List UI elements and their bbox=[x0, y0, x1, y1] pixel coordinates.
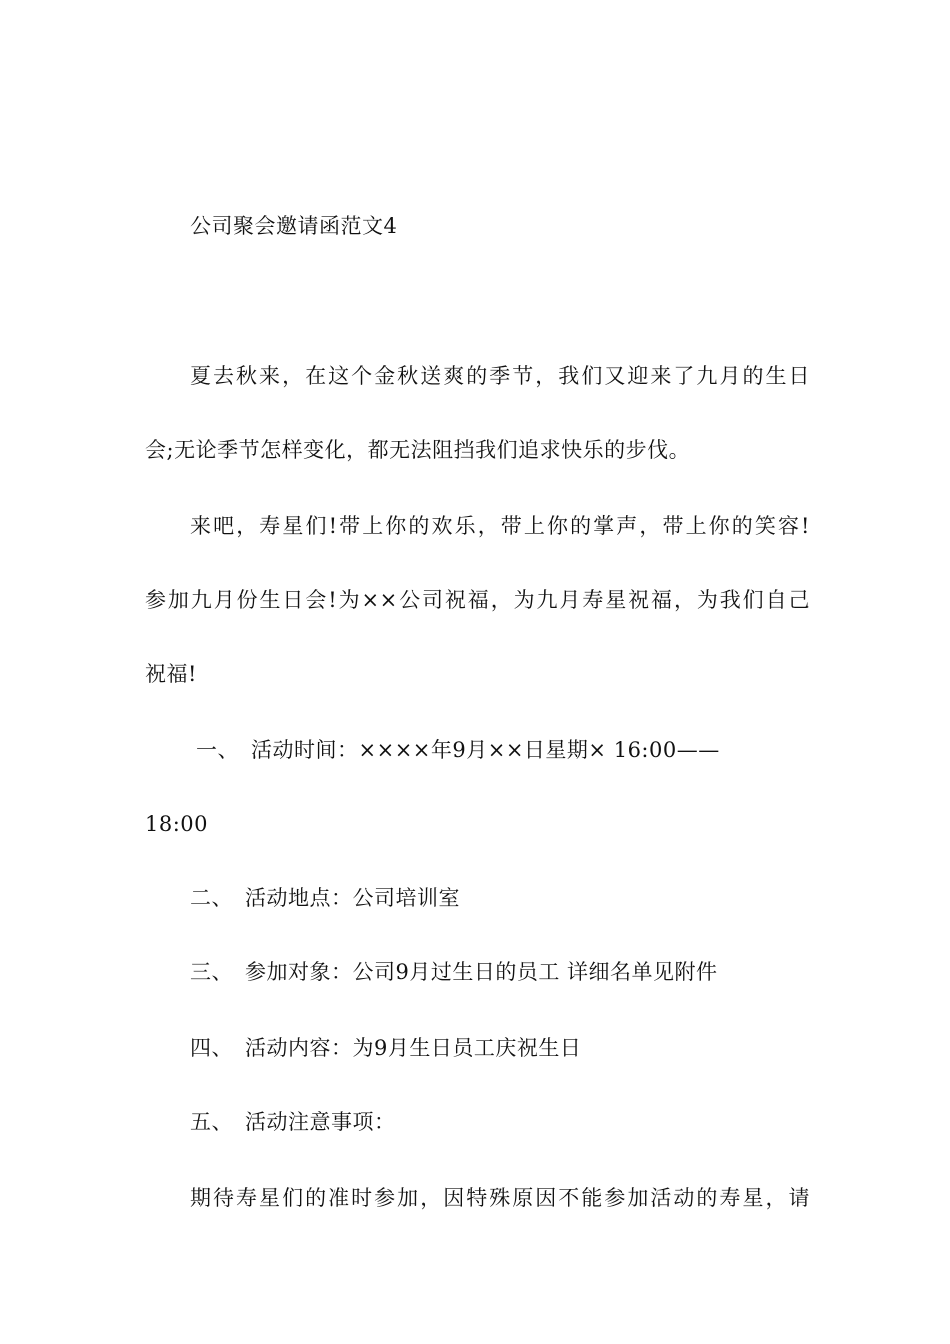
section-4-content bbox=[190, 1034, 810, 1062]
section-number: 二、 bbox=[190, 886, 233, 910]
section-1-time bbox=[196, 736, 810, 764]
paragraph-3-line-1: 期待寿星们的准时参加，因特殊原因不能参加活动的寿星，请 bbox=[190, 1186, 810, 1210]
section-text: 活动地点：公司培训室 bbox=[245, 886, 460, 910]
section-text: 活动内容：为9月生日员工庆祝生日 bbox=[245, 1036, 582, 1060]
section-5-notes bbox=[190, 1108, 810, 1136]
section-text: 参加对象：公司9月过生日的员工 详细名单见附件 bbox=[245, 960, 718, 984]
paragraph-2-line-3: 祝福! bbox=[145, 662, 197, 686]
section-number: 五、 bbox=[190, 1110, 233, 1134]
section-text: 活动注意事项： bbox=[245, 1110, 396, 1134]
section-text: 活动时间：××××年9月××日星期× 16:00—— bbox=[251, 738, 720, 762]
paragraph-2-line-2: 参加九月份生日会!为××公司祝福，为九月寿星祝福，为我们自己 bbox=[145, 588, 810, 612]
section-number: 四、 bbox=[190, 1036, 233, 1060]
paragraph-1-line-2: 会;无论季节怎样变化，都无法阻挡我们追求快乐的步伐。 bbox=[145, 438, 691, 462]
document-title: 公司聚会邀请函范文4 bbox=[190, 214, 398, 238]
section-3-participants bbox=[190, 958, 810, 986]
section-number: 一、 bbox=[196, 738, 239, 762]
section-number: 三、 bbox=[190, 960, 233, 984]
paragraph-1-line-1: 夏去秋来，在这个金秋送爽的季节，我们又迎来了九月的生日 bbox=[190, 364, 810, 388]
section-1-time-continued: 18:00 bbox=[145, 812, 209, 836]
section-2-location bbox=[190, 884, 810, 912]
paragraph-2-line-1: 来吧，寿星们!带上你的欢乐，带上你的掌声，带上你的笑容! bbox=[190, 514, 810, 538]
